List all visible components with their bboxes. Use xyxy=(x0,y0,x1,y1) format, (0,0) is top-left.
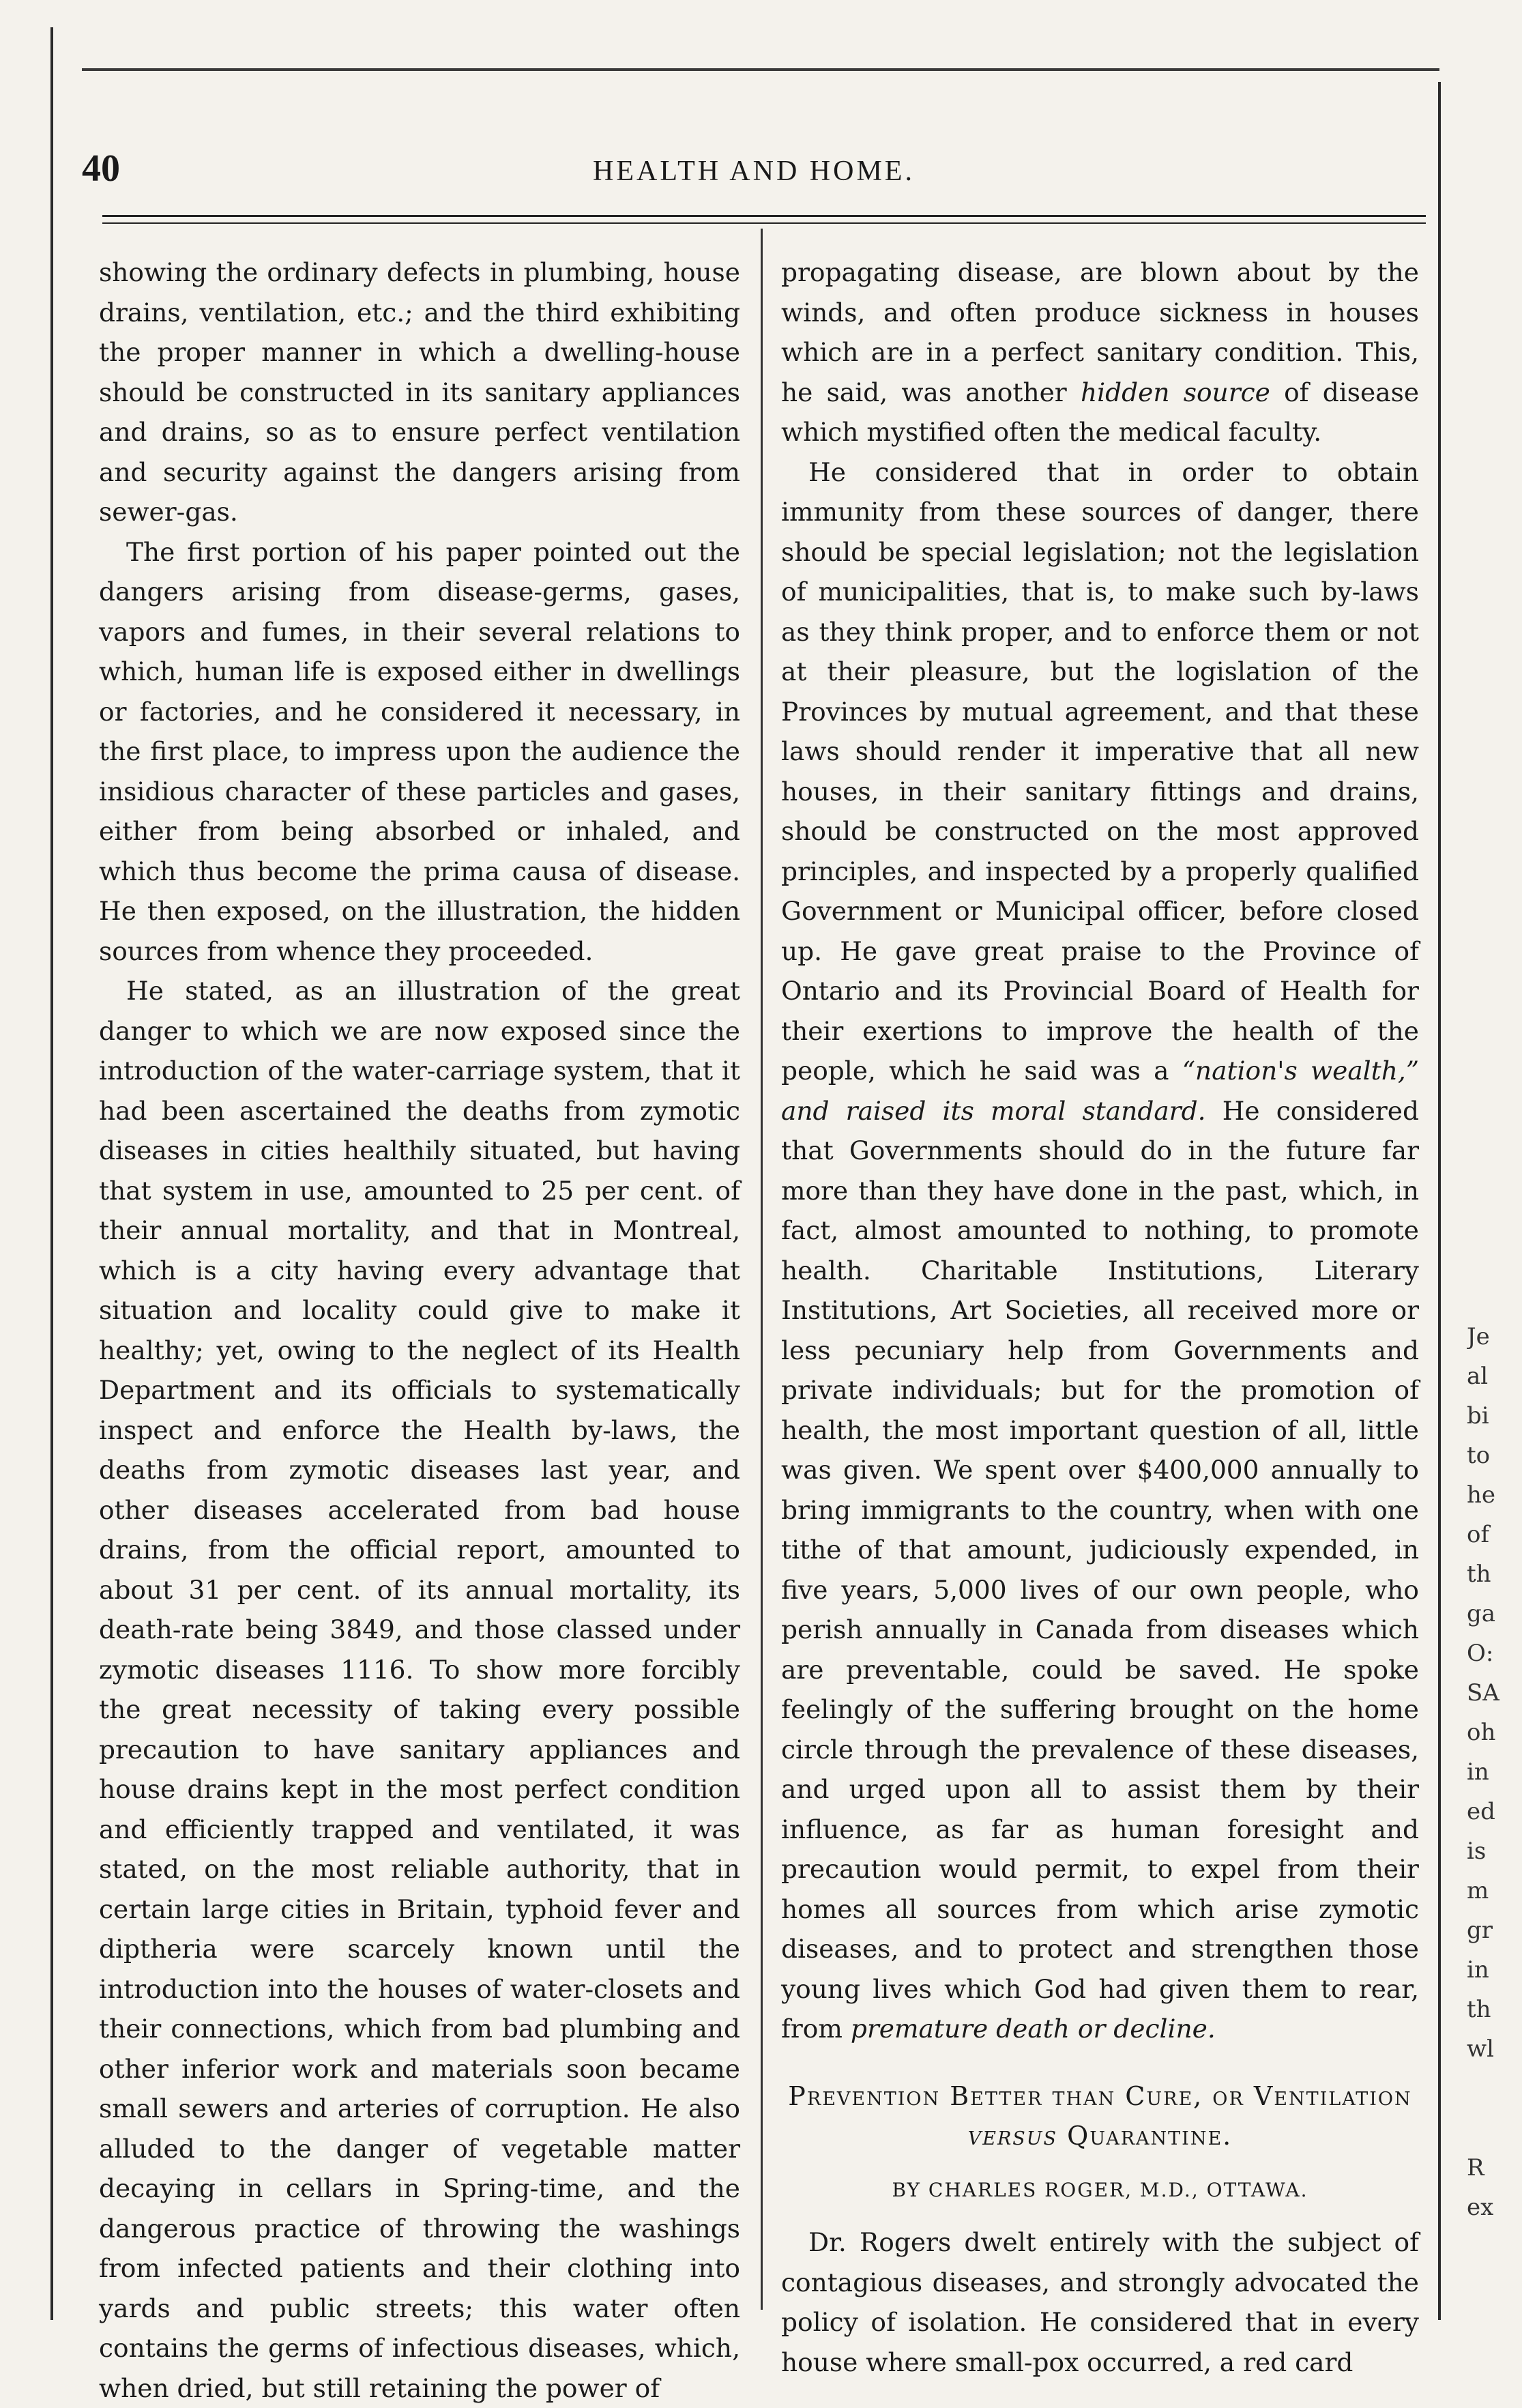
paragraph: He stated, as an illustration of the great danger to which we are now exposed since the introduction of the water-carriage system, that it had been ascertained the deaths from zymotic diseases in cities healthily situated, but having that system in use, amounted to 25 per cent. of their annual mortality, and that in Montreal, which is a city having every advantage that situation and locality could give to make it healthy; yet, owing to the neglect of its Health Department and its officials to systematically inspect and enforce the Health by-laws, the deaths from zymotic diseases last year, and other diseases accelerated from bad house drains, from the official report, amounted to about 31 per cent. of its annual mortality, its death-rate being 3849, and those classed under zymotic diseases 1116. To show more forcibly the great necessity of taking every possible precaution to have sanitary appliances and house drains kept in the most perfect condition and efficiently trapped and ventilated, it was stated, on the most reliable authority, that in certain large cities in Britain, typhoid fever and diptheria were scarcely known until the introduction into the houses of water-closets and their connections, which from bad plumbing and other inferior work and materials soon became small sewers and arteries of corruption. He also alluded to the danger of vegetable matter decaying in cellars in Spring-time, and the dangerous practice of throwing the washings from infected patients and their clothing into yards and public streets; this water often contains the germs of infectious diseases, which, when dried, but still retaining the power of xyxy=(99,976,740,2403)
section-title-text: Prevention Better than Cure, or Ventilation xyxy=(788,2080,1412,2111)
text-run: of disease which mystified often the medical faculty. xyxy=(781,377,1420,447)
margin-fragment: of xyxy=(1467,1521,1490,1548)
margin-fragment: th xyxy=(1467,1561,1491,1588)
section-title-text: Quarantine. xyxy=(1067,2120,1233,2151)
italic-run: “nation's wealth,” and raised its moral standard. xyxy=(781,1056,1419,1126)
running-head: HEALTH AND HOME. xyxy=(593,156,915,187)
margin-fragment: Je xyxy=(1467,1323,1490,1350)
margin-fragment: ga xyxy=(1467,1600,1496,1627)
margin-fragment: SA xyxy=(1467,1679,1499,1707)
italic-run: premature death or decline. xyxy=(850,2014,1216,2044)
margin-fragment: al xyxy=(1467,1363,1489,1390)
left-border-rule xyxy=(50,27,53,2320)
page-header xyxy=(82,147,1426,201)
italic-run: hidden source xyxy=(1080,377,1270,407)
page-number: 40 xyxy=(82,147,120,190)
margin-fragment: ex xyxy=(1467,2194,1494,2221)
text-run: He considered that in order to obtain immunity from these sources of danger, there should be special legislation; not the legislation of municipalities, that is, to make such by-laws as they think proper, and to enforce them or not at their pleasure, but the logislation of the Provinces by mutual agreement, and that these laws should render it imperative that all new houses, in their sanitary fittings and drains, should be constructed on the most approved principles, and inspected by a properly qualified Government or Municipal officer, before closed up. He gave great praise to the Province of Ontario and its Provincial Board of Health for their exertions to improve the health of the people, which he said was a xyxy=(781,456,1419,1086)
paragraph: The first portion of his paper pointed out the dangers arising from disease-germs, gases, vapors and fumes, in their several relations to which, human life is exposed either in dwellings or factories, and he considered it necessary, in the first place, to impress upon the audience the insidious character of these particles and gases, either from being absorbed or inhaled, and which thus become the prima causa of disease. He then exposed, on the illustration, the hidden sources from whence they proceeded. xyxy=(99,536,740,966)
margin-fragment: is xyxy=(1467,1838,1487,1865)
top-border-rule xyxy=(82,68,1439,71)
adjacent-page-fragments xyxy=(1467,1317,1514,2227)
margin-fragment: oh xyxy=(1467,1719,1496,1746)
paragraph xyxy=(781,452,1419,2049)
text-run: He considered that Governments should do in the future far more than they have done in the past, which, in fact, almost amounted to nothing, to promote health. Charitable Institutions, Literary Institutions, Art Societies, all received more or less pecuniary help from Governments and private individuals; but for the promotion of health, the most important question of all, little was given. We spent over $400,000 annually to bring immigrants to the country, when with one tithe of that amount, judiciously expended, in five years, 5,000 lives of our own people, who perish annually in Canada from diseases which are preventable, could be saved. He spoke feelingly of the suffering brought on the home circle through the prevalence of these diseases, and urged upon all to assist them by their influence, as far as human foresight and precaution would permit, to expel from their homes all sources from which arise zymotic diseases, and to protect and strengthen those young lives which God had given them to rear, from xyxy=(781,1095,1420,2044)
paragraph xyxy=(781,252,1419,452)
section-title-italic: versus xyxy=(967,2120,1058,2151)
text-run: propagating disease, are blown about by the winds, and often produce sickness in houses which are in a perfect sanitary condition. This, he said, was another xyxy=(781,257,1419,407)
margin-fragment xyxy=(1467,2108,1514,2148)
header-rule xyxy=(102,215,1426,217)
margin-fragment: gr xyxy=(1467,1917,1493,1944)
paragraph: Dr. Rogers dwelt entirely with the subject of contagious diseases, and strongly advocated the policy of isolation. He considered that in every house where small-pox occurred, a red card xyxy=(781,2227,1419,2377)
section-title xyxy=(781,2076,1419,2156)
margin-fragment: bi xyxy=(1467,1402,1489,1430)
paragraph: showing the ordinary defects in plumbing, house drains, ventilation, etc.; and the third exhibiting the proper manner in which a dwelling-house should be constructed in its sanitary appliances and drains, so as to ensure perfect ventilation and security against the dangers arising from sewer-gas. xyxy=(99,257,740,527)
margin-fragment: ed xyxy=(1467,1798,1495,1825)
right-border-rule xyxy=(1438,82,1441,2320)
margin-fragment: O: xyxy=(1467,1640,1494,1667)
margin-fragment: th xyxy=(1467,1996,1491,2023)
margin-fragment xyxy=(1467,2069,1514,2108)
margin-fragment: wl xyxy=(1467,2035,1494,2063)
byline: BY CHARLES ROGER, M.D., OTTAWA. xyxy=(892,2178,1308,2201)
margin-fragment: to xyxy=(1467,1442,1491,1469)
margin-fragment: R xyxy=(1467,2154,1484,2181)
header-rule-secondary xyxy=(102,222,1426,224)
margin-fragment: in xyxy=(1467,1758,1489,1786)
margin-fragment: in xyxy=(1467,1956,1489,1984)
left-column xyxy=(99,252,740,2408)
margin-fragment: he xyxy=(1467,1481,1496,1509)
right-column xyxy=(781,252,1419,2382)
margin-fragment: m xyxy=(1467,1877,1489,1904)
column-divider xyxy=(761,229,763,2310)
